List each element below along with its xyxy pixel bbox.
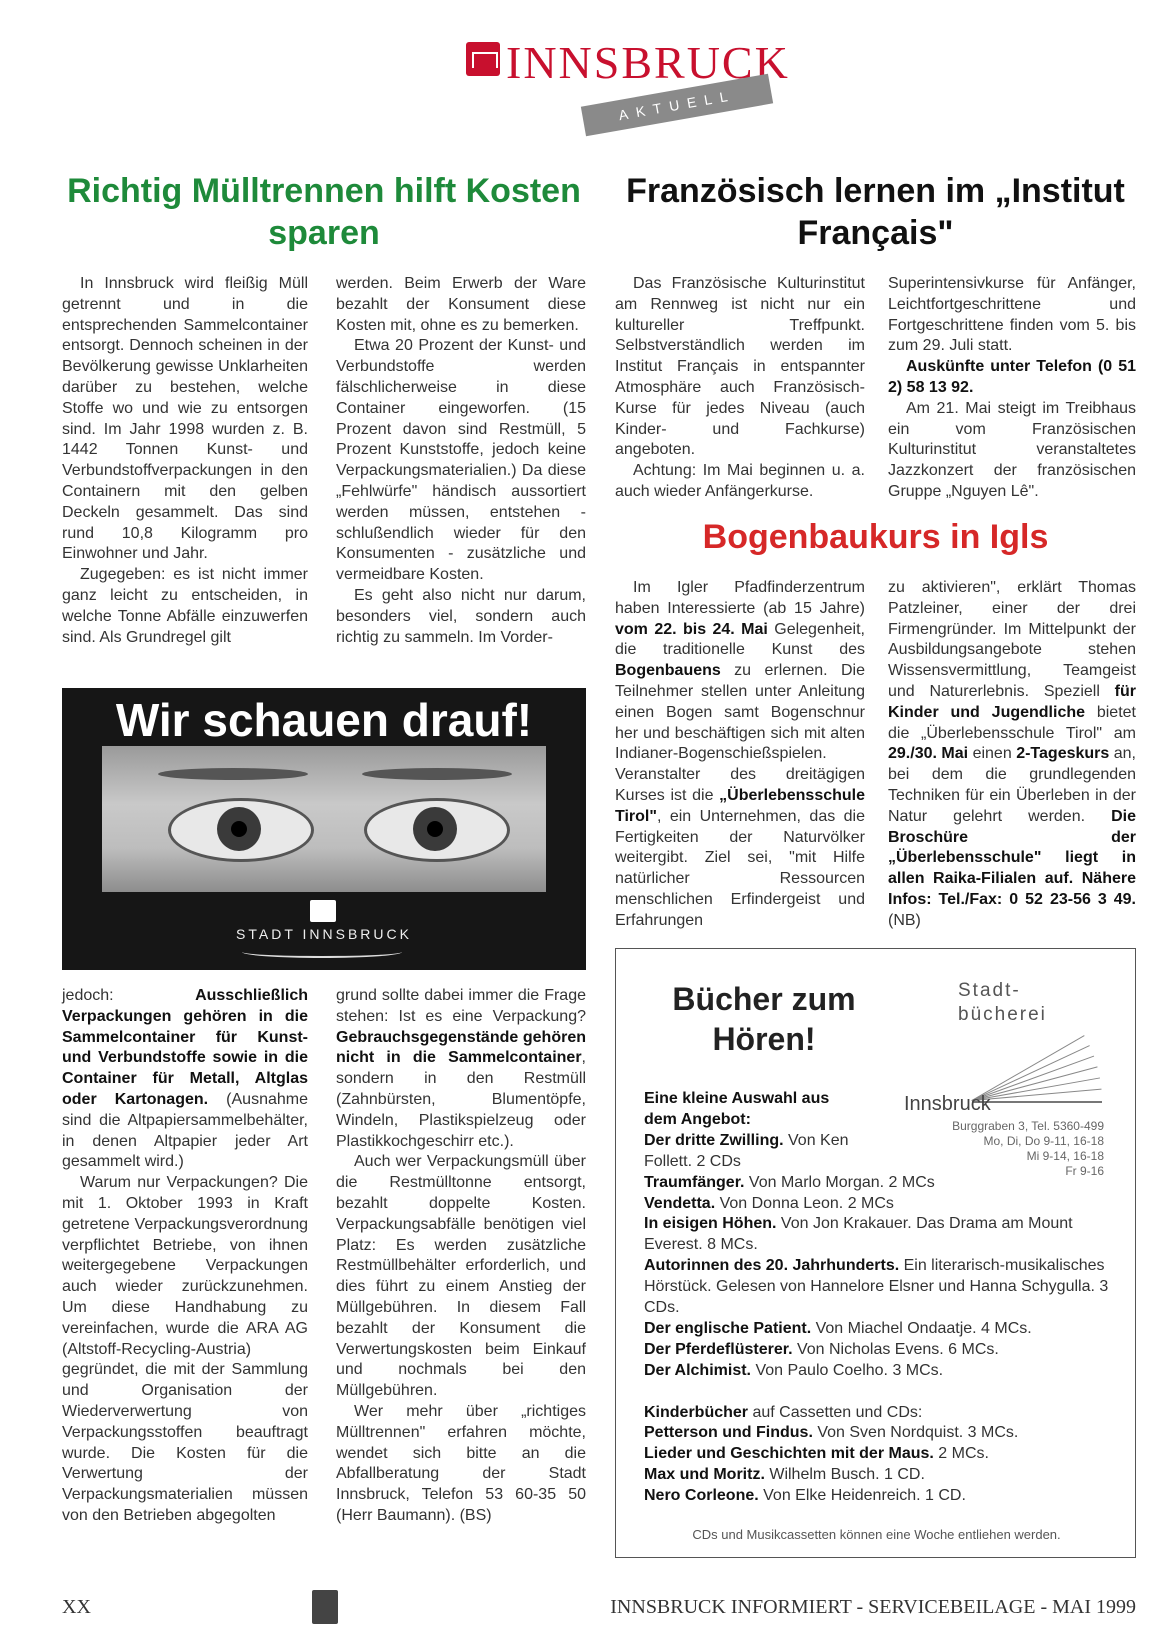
paragraph: Im Igler Pfadfinderzentrum haben Interessierte (ab 15 Jahre) vom 22. bis 24. Mai Gelegenheit, die traditionelle Kunst des Bogenbauens zu erlernen. Die Teilnehmer stellen unter Anleitung einen Bogen samt Bogenschnur her und beschäftigen sich mit alten Indianer-Bogenschießspielen. Veranstalter des dreitägigen Kurses ist die „Überlebensschule Tirol", ein Unternehmen, das die Fertigkeiten der Naturvölker weitergibt. Ziel sei, "mit Hilfe natürlicher Ressourcen menschlichen Erfindergeist und Erfahrungen — [615, 579, 865, 929]
library-label: Stadt-bücherei — [958, 980, 1047, 1025]
article2-headline: Französisch lernen im „Institut Français" — [626, 172, 1125, 252]
list-item: Der dritte Zwilling. Von Ken Follett. 2 CDs — [644, 1131, 849, 1170]
article3-column1 — [615, 578, 865, 932]
audiobooks-title: Bücher zum Hören! — [672, 981, 856, 1057]
paragraph: werden. Beim Erwerb der Ware bezahlt der Konsument diese Kosten mit, ohne es zu bemerken. — [336, 275, 586, 334]
eyes-photo — [102, 746, 546, 892]
list-item: Der Alchimist. Von Paulo Coelho. 3 MCs. — [644, 1361, 944, 1379]
list-item: Der englische Patient. Von Miachel Ondaatje. 4 MCs. — [644, 1319, 1032, 1337]
paragraph: Auch wer Verpackungsmüll über die Restmülltonne entsorgt, bezahlt doppelte Kosten. Verpackungsabfälle benötigen viel Platz: Es werden zusätzliche Restmüllbehälter erforderlich, und dies führt zu einem Anstieg der Müllgebühren. In diesem Fall bezahlt der Konsument die Verwertungskosten beim Einkauf und nochmals bei den Müllgebühren. — [336, 1153, 586, 1400]
kids-intro: Kinderbücher auf Cassetten und CDs: — [644, 1403, 923, 1421]
paragraph: Auskünfte unter Telefon (0 51 2) 58 13 92. — [888, 358, 1136, 396]
article1-column4 — [336, 986, 586, 1527]
list-item: In eisigen Höhen. Von Jon Krakauer. Das Drama am Mount Everest. 8 MCs. — [644, 1215, 1073, 1254]
paragraph: Warum nur Verpackungen? Die mit 1. Oktober 1993 in Kraft getretene Verpackungsverordnung verpflichtet Betriebe, von ihnen weitergegebene Verpackungen auch wieder zurückzunehmen. Um diese Handhabung zu vereinfachen, wurde die ARA AG (Altstoff-Recycling-Austria) gegründet, die mit der Sammlung und Organisation der Wiederverwertung von Verpackungsstoffen beauftragt wurde. Die Kosten für die Verwertung der Verpackungsmaterialien müssen von den Betrieben abgegolten — [62, 1174, 308, 1524]
paragraph: Achtung: Im Mai beginnen u. a. auch wieder Anfängerkurse. — [615, 462, 865, 500]
audiobooks-footnote: CDs und Musikcassetten können eine Woche entliehen werden. — [692, 1527, 1061, 1542]
article3-column2 — [888, 578, 1136, 932]
wave-decoration — [242, 946, 402, 958]
city-advertisement — [62, 688, 586, 970]
audiobook-list — [644, 1089, 1114, 1507]
left-eyebrow — [158, 768, 308, 780]
article1-headline: Richtig Mülltrennen hilft Kosten sparen — [67, 172, 581, 252]
paragraph: jedoch: Ausschließlich Verpackungen gehören in die Sammelcontainer für Kunst- und Verbundstoffe sowie in die Container für Metall, Altglas oder Kartonagen. (Ausnahme sind die Altpapiersammelbehälter, in denen Altpapier jeder Art gesammelt wird.) — [62, 987, 308, 1171]
ad-title: Wir schauen drauf! — [115, 694, 533, 746]
paragraph: zu aktivieren", erklärt Thomas Patzleiner, einer der drei Firmengründer. Im Mittelpunkt der Ausbildungsangebote stehen Wissensvermittlung, Teamgeist und Naturerlebnis. Speziell für Kinder und Jugendliche bietet die „Überlebensschule Tirol" am 29./30. Mai einen 2-Tageskurs an, bei dem die grundlegenden Techniken für ein Überleben in der Natur gelehrt werden. Die Broschüre der „Überlebensschule" liegt in allen Raika-Filialen auf. Nähere Infos: Tel./Fax: 0 52 23-56 3 49. (NB) — [888, 579, 1137, 929]
article1-column2 — [336, 274, 586, 648]
list-item: Max und Moritz. Wilhelm Busch. 1 CD. — [644, 1466, 925, 1484]
paragraph: grund sollte dabei immer die Frage stehen: Ist es eine Verpackung? Gebrauchsgegenstände gehören nicht in die Sammelcontainer, sondern in den Restmüll (Zahnbürsten, Blumentöpfe, Windeln, Plastikspielzeug oder Plastikkochgeschirr etc.). — [336, 987, 586, 1150]
list-intro: Eine kleine Auswahl aus dem Angebot: — [644, 1090, 830, 1128]
list-item: Petterson und Findus. Von Sven Nordquist. 3 MCs. — [644, 1424, 1019, 1442]
library-city: Innsbruck — [904, 1093, 991, 1115]
paragraph: In Innsbruck wird fleißig Müll getrennt und in die entsprechenden Sammelcontainer entsorgt. Dennoch scheinen in der Bevölkerung gewisse Unklarheiten darüber zu bestehen, welche Stoffe wo und wie zu entsorgen sind. Im Jahr 1998 wurden z. B. 1442 Tonnen Kunst- und Verbundstoffverpackungen in den Containern mit den gelben Deckeln gesammelt. Das sind rund 10,8 Kilogramm pro Einwohner und Jahr. — [62, 275, 308, 563]
paragraph: Das Französische Kulturinstitut am Rennweg ist nicht nur ein kultureller Treffpunkt. Selbstverständlich werden im Institut Français in entspannter Atmosphäre auch Französisch-Kurse für jedes Niveau (auch Kinder- und Fachkurse) angeboten. — [615, 275, 865, 459]
list-item: Nero Corleone. Von Elke Heidenreich. 1 CD. — [644, 1487, 966, 1505]
ad-city-name: STADT INNSBRUCK — [236, 926, 412, 942]
paragraph: Etwa 20 Prozent der Kunst- und Verbundstoffe werden fälschlicherweise in diese Container eingeworfen. (15 Prozent davon sind Restmüll, 5 Prozent Kunststoffe, jedoch keine Verpackungsmaterialien.) Da diese „Fehlwürfe" händisch aussortiert werden müssen, entstehen - schlußendlich wieder für den Konsumenten - zusätzliche und vermeidbare Kosten. — [336, 337, 586, 584]
city-crest-icon — [312, 1590, 338, 1624]
list-item: Autorinnen des 20. Jahrhunderts. Ein literarisch-musikalisches Hörstück. Gelesen von Hannelore Elsner und Hanna Schygulla. 3 CDs. — [644, 1257, 1109, 1317]
masthead-tag: AKTUELL — [581, 74, 773, 137]
paragraph: Superintensivkurse für Anfänger, Leichtfortgeschrittene und Fortgeschrittene finden vom 5. bis zum 29. Juli statt. — [888, 275, 1136, 355]
article2-column1 — [615, 274, 865, 503]
masthead — [466, 37, 790, 124]
city-crest-icon — [466, 42, 500, 76]
right-eyebrow — [362, 768, 512, 780]
paragraph: Es geht also nicht nur darum, besonders viel, sondern auch richtig zu sammeln. Im Vorder- — [336, 586, 586, 646]
list-item: Traumfänger. Von Marlo Morgan. 2 MCs — [644, 1173, 935, 1191]
footer-publication: INNSBRUCK INFORMIERT - SERVICEBEILAGE - MAI 1999 — [610, 1596, 1136, 1618]
paragraph: Zugegeben: es ist nicht immer ganz leicht zu entscheiden, in welche Tonne Abfälle einzuwerfen sind. Als Grundregel gilt — [62, 566, 308, 646]
paragraph: Am 21. Mai steigt im Treibhaus ein vom Französischen Kulturinstitut veranstaltetes Jazzkonzert der französischen Gruppe „Nguyen Lê". — [888, 399, 1136, 500]
list-item: Lieder und Geschichten mit der Maus. 2 MCs. — [644, 1445, 989, 1463]
page-number: XX — [62, 1596, 91, 1618]
list-item: Vendetta. Von Donna Leon. 2 MCs — [644, 1194, 894, 1212]
left-eye — [168, 798, 314, 862]
article1-column1 — [62, 274, 308, 648]
audiobooks-box — [615, 948, 1136, 1558]
library-address: Burggraben 3, Tel. 5360-499 Mo, Di, Do 9-11, 16-18 Mi 9-14, 16-18 Fr 9-16 — [952, 1119, 1104, 1178]
article1-column3 — [62, 986, 308, 1527]
article2-column2 — [888, 274, 1136, 503]
right-eye — [364, 798, 510, 862]
masthead-title: INNSBRUCK — [506, 37, 790, 88]
article3-headline: Bogenbaukurs in Igls — [702, 518, 1049, 556]
list-item: Der Pferdeflüsterer. Von Nicholas Evens. 6 MCs. — [644, 1340, 999, 1358]
city-crest-icon — [310, 900, 336, 922]
paragraph: Wer mehr über „richtiges Mülltrennen" erfahren möchte, wendet sich bitte an die Abfallberatung der Stadt Innsbruck, Telefon 53 60-35 50 (Herr Baumann). (BS) — [336, 1402, 586, 1524]
